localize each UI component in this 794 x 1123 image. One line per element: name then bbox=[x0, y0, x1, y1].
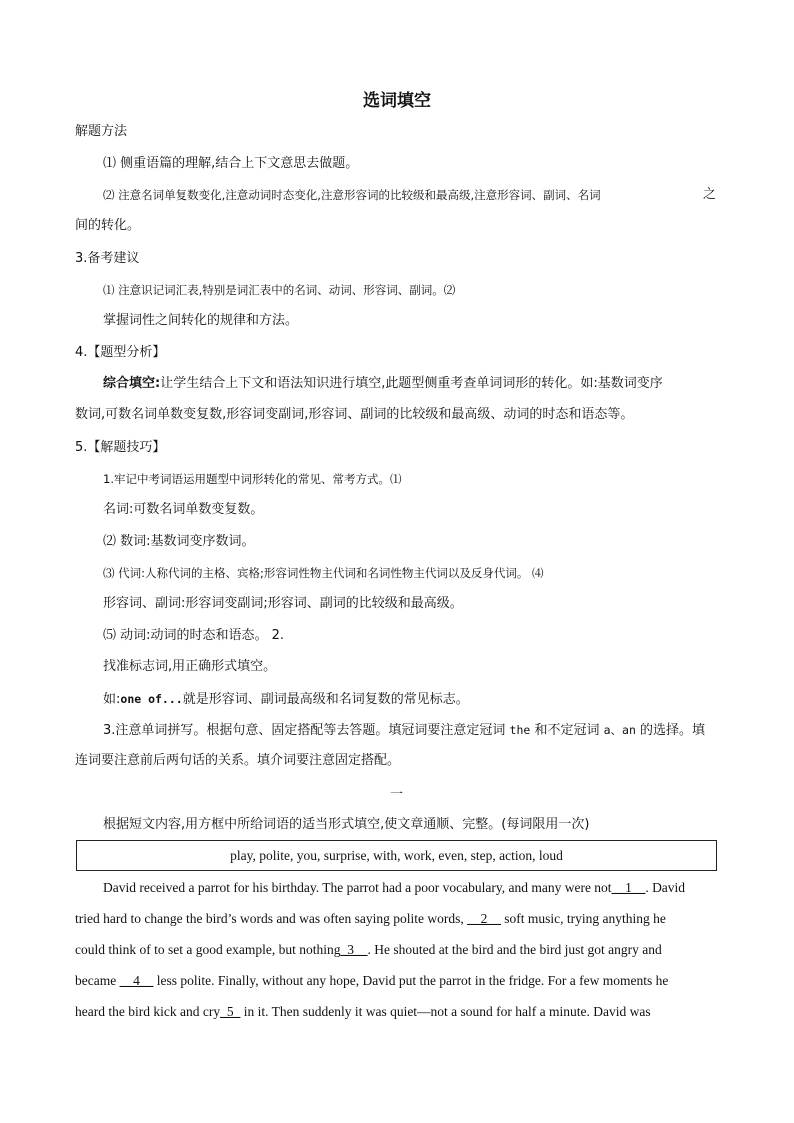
method-point-2: ⑵ 注意名词单复数变化,注意动词时态变化,注意形容词的比较级和最高级,注意形容词、副词、名词 bbox=[103, 188, 601, 202]
tips-line-4: ⑶ 代词:人称代词的主格、宾格;形容词性物主代词和名词性物主代词以及反身代词。 ⑷ bbox=[103, 566, 544, 580]
method-heading: 解题方法 bbox=[75, 124, 128, 139]
blank-4[interactable]: __4__ bbox=[119, 973, 154, 988]
analysis-text-2: 数词,可数名词单数变复数,形容词变副词,形容词、副词的比较级和最高级、动词的时态和语态等。 bbox=[75, 407, 634, 422]
tips-line-9-a: 3.注意单词拼写。根据句意、固定搭配等去答题。填冠词要注意定冠词 bbox=[103, 723, 506, 738]
tips-line-9-d: a、an bbox=[603, 723, 636, 737]
passage-line-5-tail: in it. Then suddenly it was quiet—not a sound for half a minute. David was bbox=[240, 1004, 651, 1019]
passage-line-3 bbox=[75, 940, 662, 960]
advice-point-2: 掌握词性之间转化的规律和方法。 bbox=[103, 313, 299, 328]
tips-line-8 bbox=[103, 689, 469, 710]
tips-line-9-c: 和不定冠词 bbox=[534, 723, 600, 738]
method-point-2-cont: 间的转化。 bbox=[75, 218, 141, 233]
advice-point-1: ⑴ 注意识记词汇表,特别是词汇表中的名词、动词、形容词、副词。⑵ bbox=[103, 283, 456, 297]
blank-2[interactable]: __2__ bbox=[467, 911, 501, 926]
method-point-1: ⑴ 侧重语篇的理解,结合上下文意思去做题。 bbox=[103, 156, 359, 171]
passage-line-4 bbox=[75, 971, 668, 991]
analysis-heading: 4.【题型分析】 bbox=[75, 345, 166, 360]
tips-line-8-b: one of... bbox=[120, 692, 183, 706]
word-bank-box: play, polite, you, surprise, with, work, even, step, action, loud bbox=[76, 840, 717, 871]
tips-heading: 5.【解题技巧】 bbox=[75, 440, 166, 455]
passage-line-5 bbox=[75, 1002, 651, 1022]
tips-line-9 bbox=[103, 720, 705, 741]
passage-line-1 bbox=[103, 878, 685, 898]
tips-line-9-b: the bbox=[509, 723, 531, 737]
blank-1[interactable]: __1__ bbox=[611, 880, 646, 895]
exercise-number: 一 bbox=[390, 787, 404, 802]
passage-line-4-text: became bbox=[75, 973, 120, 988]
tips-line-9-e: 的选择。填 bbox=[640, 723, 706, 738]
passage-line-2 bbox=[75, 909, 666, 929]
page-title: 选词填空 bbox=[363, 91, 431, 111]
blank-5[interactable]: _5_ bbox=[220, 1004, 241, 1019]
passage-line-4-tail: less polite. Finally, without any hope, David put the parrot in the fridge. For a few moments he bbox=[153, 973, 669, 988]
method-point-2-tail: 之 bbox=[703, 187, 717, 202]
passage-line-2-text: tried hard to change the bird’s words and was often saying polite words, bbox=[75, 911, 468, 926]
tips-line-6: ⑸ 动词:动词的时态和语态。 2. bbox=[103, 628, 285, 643]
advice-heading: 3.备考建议 bbox=[75, 251, 140, 266]
tips-line-8-c: 就是形容词、副词最高级和名词复数的常见标志。 bbox=[182, 692, 469, 707]
passage-line-1-text: David received a parrot for his birthday. The parrot had a poor vocabulary, and many were not bbox=[103, 880, 612, 895]
tips-line-5: 形容词、副词:形容词变副词;形容词、副词的比较级和最高级。 bbox=[103, 596, 463, 611]
tips-line-10: 连词要注意前后两句话的关系。填介词要注意固定搭配。 bbox=[75, 753, 401, 768]
tips-line-2: 名词:可数名词单数变复数。 bbox=[103, 502, 264, 517]
passage-line-1-tail: . David bbox=[645, 880, 686, 895]
passage-line-5-text: heard the bird kick and cry bbox=[75, 1004, 221, 1019]
passage-line-2-tail: soft music, trying anything he bbox=[500, 911, 666, 926]
tips-line-1: 1.牢记中考词语运用题型中词形转化的常见、常考方式。⑴ bbox=[103, 472, 402, 486]
passage-line-3-tail: . He shouted at the bird and the bird just got angry and bbox=[367, 942, 662, 957]
passage-line-3-text: could think of to set a good example, but nothing bbox=[75, 942, 341, 957]
blank-3[interactable]: _3__ bbox=[340, 942, 368, 957]
tips-line-7: 找准标志词,用正确形式填空。 bbox=[103, 659, 277, 674]
analysis-label: 综合填空: bbox=[103, 376, 161, 391]
exercise-instruction: 根据短文内容,用方框中所给词语的适当形式填空,使文章通顺、完整。(每词限用一次) bbox=[103, 817, 590, 832]
tips-line-8-a: 如: bbox=[103, 692, 121, 707]
analysis-paragraph bbox=[103, 374, 663, 394]
analysis-text-1: 让学生结合上下文和语法知识进行填空,此题型侧重考查单词词形的转化。如:基数词变序 bbox=[160, 376, 663, 391]
tips-line-3: ⑵ 数词:基数词变序数词。 bbox=[103, 534, 255, 549]
